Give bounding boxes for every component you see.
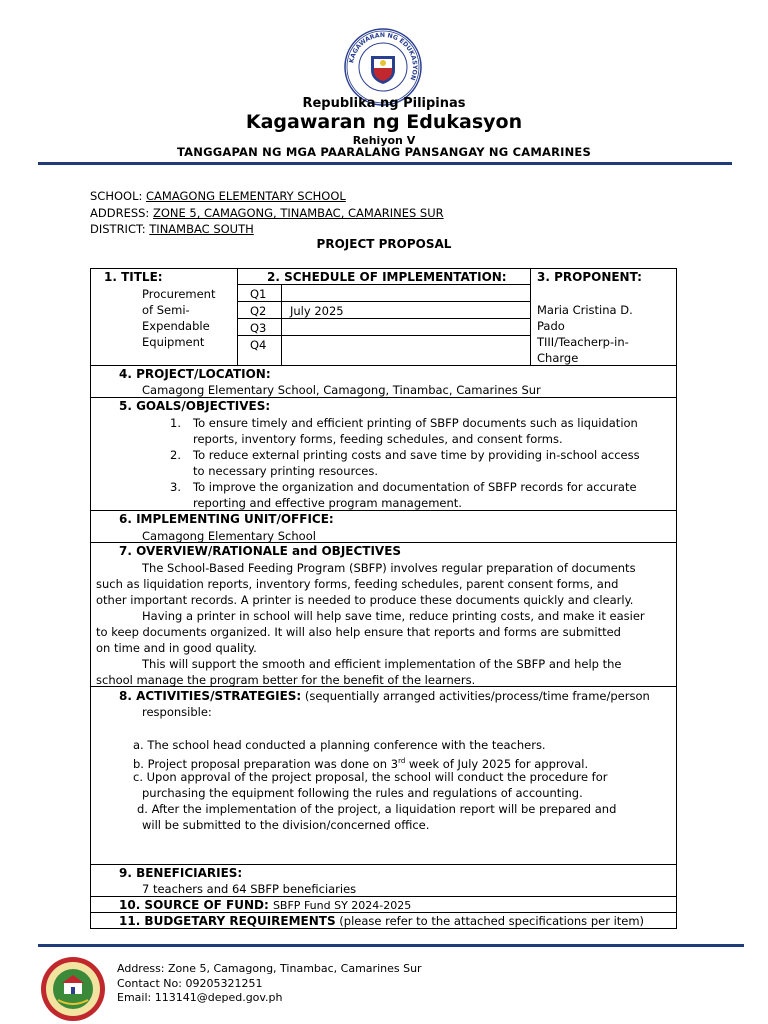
school-name: CAMAGONG ELEMENTARY SCHOOL xyxy=(146,189,346,203)
title-line: Expendable xyxy=(142,319,210,333)
budgetary-requirements: 11. BUDGETARY REQUIREMENTS (please refer to the attached specifications per item) xyxy=(119,914,645,928)
footer-email: Email: 113141@deped.gov.ph xyxy=(117,991,283,1004)
activities-note: responsible: xyxy=(142,705,212,719)
document-title: PROJECT PROPOSAL xyxy=(316,237,452,251)
overview-line: to keep documents organized. It will also help ensure that reports and forms are submitted xyxy=(96,625,621,639)
overview-label: 7. OVERVIEW/RATIONALE and OBJECTIVES xyxy=(119,544,402,558)
schedule-divider xyxy=(237,335,530,336)
footer-address: Address: Zone 5, Camagong, Tinambac, Camarines Sur xyxy=(117,962,422,975)
region-heading: Rehiyon V xyxy=(352,134,416,147)
header-divider xyxy=(38,162,732,165)
quarter-label: Q4 xyxy=(250,338,267,352)
overview-line: school manage the program better for the benefit of the learners. xyxy=(96,673,476,687)
school-line: SCHOOL: CAMAGONG ELEMENTARY SCHOOL xyxy=(90,189,346,203)
title-line: Equipment xyxy=(142,335,205,349)
proponent-line: Pado xyxy=(537,319,565,333)
activity-item: c. Upon approval of the project proposal, the school will conduct the procedure for xyxy=(133,770,608,784)
goal-number: 2. xyxy=(170,448,181,462)
footer-contact: Contact No: 09205321251 xyxy=(117,977,263,990)
beneficiaries-label: 9. BENEFICIARIES: xyxy=(119,866,243,880)
col-divider xyxy=(281,284,282,365)
title-line: of Semi- xyxy=(142,303,190,317)
goal-number: 1. xyxy=(170,416,181,430)
overview-line: Having a printer in school will help save time, reduce printing costs, and make it easier xyxy=(142,609,645,623)
overview-line: The School-Based Feeding Program (SBFP) involves regular preparation of documents xyxy=(142,561,636,575)
proponent-line: TIII/Teacherp-in- xyxy=(537,335,629,349)
goal-text: reports, inventory forms, feeding schedules, and consent forms. xyxy=(193,432,563,446)
title-line: Procurement xyxy=(142,287,216,301)
school-district: TINAMBAC SOUTH xyxy=(149,222,254,236)
school-address: ZONE 5, CAMAGONG, TINAMBAC, CAMARINES SUR xyxy=(152,206,444,220)
source-of-fund: 10. SOURCE OF FUND: SBFP Fund SY 2024-2025 xyxy=(119,898,412,912)
quarter-value: July 2025 xyxy=(290,304,344,318)
deped-seal-logo xyxy=(344,28,422,106)
proponent-label: 3. PROPONENT: xyxy=(537,270,642,284)
goal-text: To improve the organization and documentation of SBFP records for accurate xyxy=(193,480,637,494)
location-label: 4. PROJECT/LOCATION: xyxy=(119,367,271,381)
department-heading: Kagawaran ng Edukasyon xyxy=(245,111,523,133)
school-seal-logo xyxy=(40,956,106,1022)
goal-text: to necessary printing resources. xyxy=(193,464,379,478)
implementing-label: 6. IMPLEMENTING UNIT/OFFICE: xyxy=(119,512,334,526)
quarter-label: Q2 xyxy=(250,304,267,318)
proponent-line: Charge xyxy=(537,351,579,365)
goals-label: 5. GOALS/OBJECTIVES: xyxy=(119,399,271,413)
activities-heading: 8. ACTIVITIES/STRATEGIES: (sequentially arranged activities/process/time frame/person xyxy=(119,689,650,703)
goal-text: reporting and effective program management. xyxy=(193,496,462,510)
activity-item: will be submitted to the division/concerned office. xyxy=(142,818,430,832)
address-line: ADDRESS: ZONE 5, CAMAGONG, TINAMBAC, CAMARINES SUR xyxy=(90,206,444,220)
schedule-divider xyxy=(237,318,530,319)
quarter-label: Q1 xyxy=(250,287,267,301)
implementing-text: Camagong Elementary School xyxy=(142,529,316,543)
goal-text: To ensure timely and efficient printing of SBFP documents such as liquidation xyxy=(193,416,638,430)
beneficiaries-text: 7 teachers and 64 SBFP beneficiaries xyxy=(142,882,357,896)
schedule-label: 2. SCHEDULE OF IMPLEMENTATION: xyxy=(267,270,507,284)
district-line: DISTRICT: TINAMBAC SOUTH xyxy=(90,222,254,236)
overview-line: This will support the smooth and efficient implementation of the SBFP and help the xyxy=(142,657,622,671)
republic-heading: Republika ng Pilipinas xyxy=(302,96,466,111)
activity-item: a. The school head conducted a planning conference with the teachers. xyxy=(133,738,546,752)
goal-text: To reduce external printing costs and save time by providing in-school access xyxy=(193,448,640,462)
activity-item: purchasing the equipment following the rules and regulations of accounting. xyxy=(142,786,583,800)
proponent-line: Maria Cristina D. xyxy=(537,303,633,317)
schedule-divider xyxy=(237,301,530,302)
office-heading: TANGGAPAN NG MGA PAARALANG PANSANGAY NG CAMARINES xyxy=(177,145,591,159)
title-label: 1. TITLE: xyxy=(104,270,163,284)
overview-line: other important records. A printer is needed to produce these documents quickly and clearly. xyxy=(96,593,634,607)
overview-line: on time and in good quality. xyxy=(96,641,257,655)
goal-number: 3. xyxy=(170,480,181,494)
activity-item: d. After the implementation of the project, a liquidation report will be prepared and xyxy=(137,802,617,816)
col-divider xyxy=(237,268,238,365)
col-divider xyxy=(530,268,531,365)
footer-divider xyxy=(38,944,744,947)
location-text: Camagong Elementary School, Camagong, Tinambac, Camarines Sur xyxy=(142,383,541,397)
overview-line: such as liquidation reports, inventory forms, feeding schedules, parent consent forms, and xyxy=(96,577,619,591)
quarter-label: Q3 xyxy=(250,321,267,335)
activity-item: b. Project proposal preparation was done on 3rd week of July 2025 for approval. xyxy=(133,756,589,771)
svg-text:KAGAWARAN NG EDUKASYON: KAGAWARAN NG EDUKASYON xyxy=(348,31,419,82)
